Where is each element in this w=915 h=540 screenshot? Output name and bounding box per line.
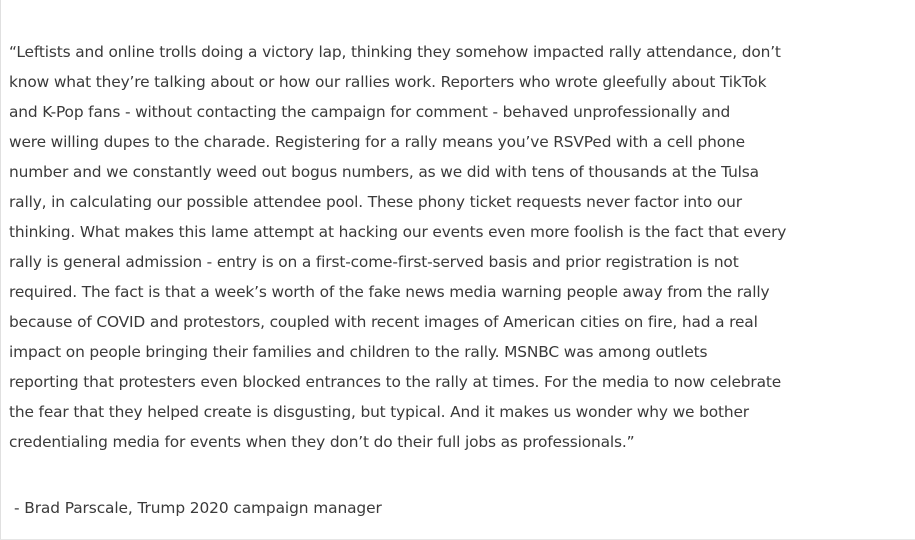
quote-line: required. The fact is that a week’s worth of the fake news media warning people away from the rally (9, 283, 770, 301)
quote-line: and K-Pop fans - without contacting the campaign for comment - behaved unprofessionally and (9, 103, 731, 121)
quote-attribution: - Brad Parscale, Trump 2020 campaign manager (14, 499, 382, 517)
quote-line: impact on people bringing their families and children to the rally. MSNBC was among outlets (9, 343, 708, 361)
quote-line: because of COVID and protestors, coupled with recent images of American cities on fire, had a real (9, 313, 758, 331)
quote-line: the fear that they helped create is disgusting, but typical. And it makes us wonder why we bother (9, 403, 749, 421)
quote-line: rally, in calculating our possible attendee pool. These phony ticket requests never factor into our (9, 193, 742, 211)
quote-line: thinking. What makes this lame attempt at hacking our events even more foolish is the fact that every (9, 223, 787, 241)
quote-line: know what they’re talking about or how our rallies work. Reporters who wrote gleefully about TikTok (9, 73, 767, 91)
quote-line: were willing dupes to the charade. Registering for a rally means you’ve RSVPed with a cell phone (9, 133, 745, 151)
quote-text (9, 37, 913, 457)
quote-line: rally is general admission - entry is on a first-come-first-served basis and prior registration is not (9, 253, 739, 271)
quote-line: “Leftists and online trolls doing a victory lap, thinking they somehow impacted rally attendance, don’t (9, 43, 781, 61)
quote-line: number and we constantly weed out bogus numbers, as we did with tens of thousands at the Tulsa (9, 163, 759, 181)
quote-line: reporting that protesters even blocked entrances to the rally at times. For the media to now celebrate (9, 373, 782, 391)
quote-line: credentialing media for events when they don’t do their full jobs as professionals.” (9, 433, 635, 451)
